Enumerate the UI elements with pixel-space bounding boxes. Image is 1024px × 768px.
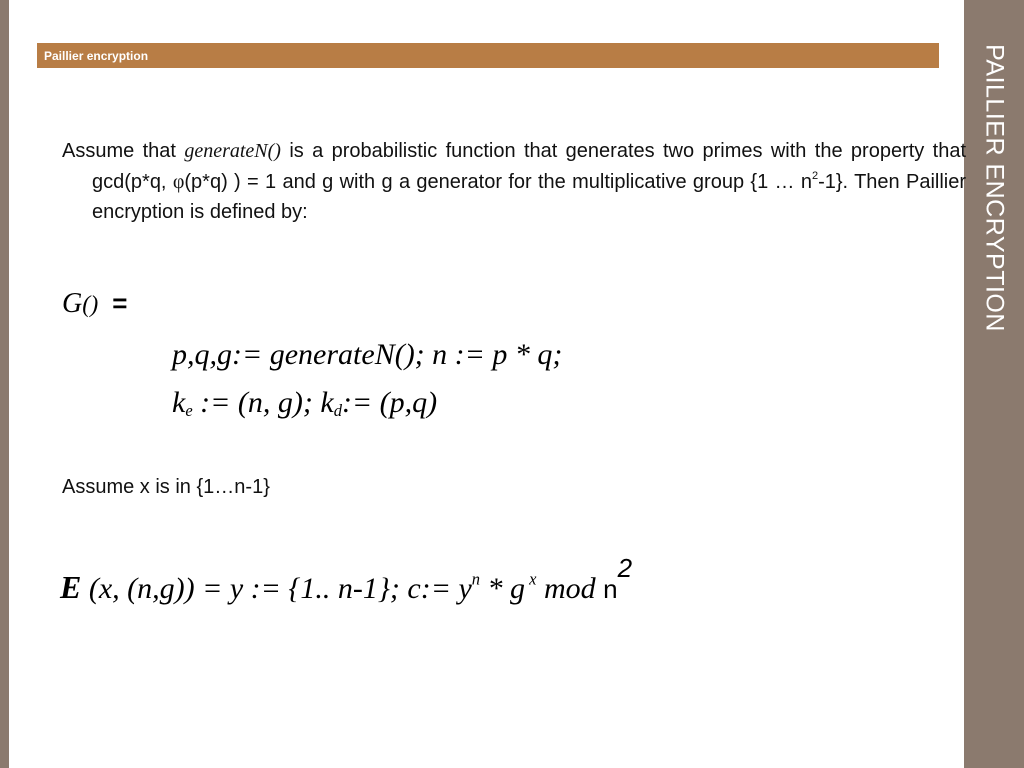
assume-x-text: Assume x is in {1…n-1} xyxy=(62,476,270,498)
phi-symbol: φ xyxy=(172,170,185,193)
superscript-two: 2 xyxy=(811,169,819,182)
header-title: Paillier encryption xyxy=(44,49,149,63)
keygen-step-two-mid: := (n, g); k xyxy=(192,386,334,419)
k-symbol: k xyxy=(172,386,186,419)
modulus-n: n xyxy=(603,573,618,604)
generate-function-name: generateN() xyxy=(184,140,281,162)
side-title: PAILLIER ENCRYPTION xyxy=(980,44,1009,332)
superscript-two-mod: 2 xyxy=(617,553,633,583)
header-bar xyxy=(37,43,939,68)
mod-operator: mod xyxy=(536,571,604,605)
keygen-parens: () xyxy=(82,292,99,318)
intro-text-mid: is a probabilistic function that generates two primes with the property that gcd(p*q, xyxy=(92,140,967,193)
encryption-symbol: E xyxy=(60,568,82,605)
intro-paragraph xyxy=(62,136,966,228)
keygen-step-two xyxy=(172,386,437,420)
subscript-d: d xyxy=(333,401,342,421)
encryption-formula-start: (x, (n,g)) = y := {1.. n-1}; c:= y xyxy=(81,571,472,605)
superscript-n: n xyxy=(471,569,481,589)
intro-text-start: Assume that xyxy=(62,140,185,162)
intro-text-mid2: (p*q) ) = 1 and g with g a generator for the multiplicative group {1 … n xyxy=(184,170,812,193)
keygen-equals: = xyxy=(112,288,128,318)
encryption-formula-mid: * g xyxy=(480,571,526,605)
keygen-symbol: G xyxy=(62,288,83,319)
keygen-step-two-end: := (p,q) xyxy=(341,386,438,419)
encryption-definition xyxy=(60,553,633,606)
left-accent-strip xyxy=(0,0,9,768)
keygen-step-one: p,q,g:= generateN(); n := p * q; xyxy=(172,338,563,371)
superscript-x: x xyxy=(525,569,537,589)
subscript-e: e xyxy=(185,401,193,421)
keygen-definition-heading xyxy=(62,288,127,320)
intro-text-end: -1}. Then Paillier encryption is defined by: xyxy=(92,170,967,223)
